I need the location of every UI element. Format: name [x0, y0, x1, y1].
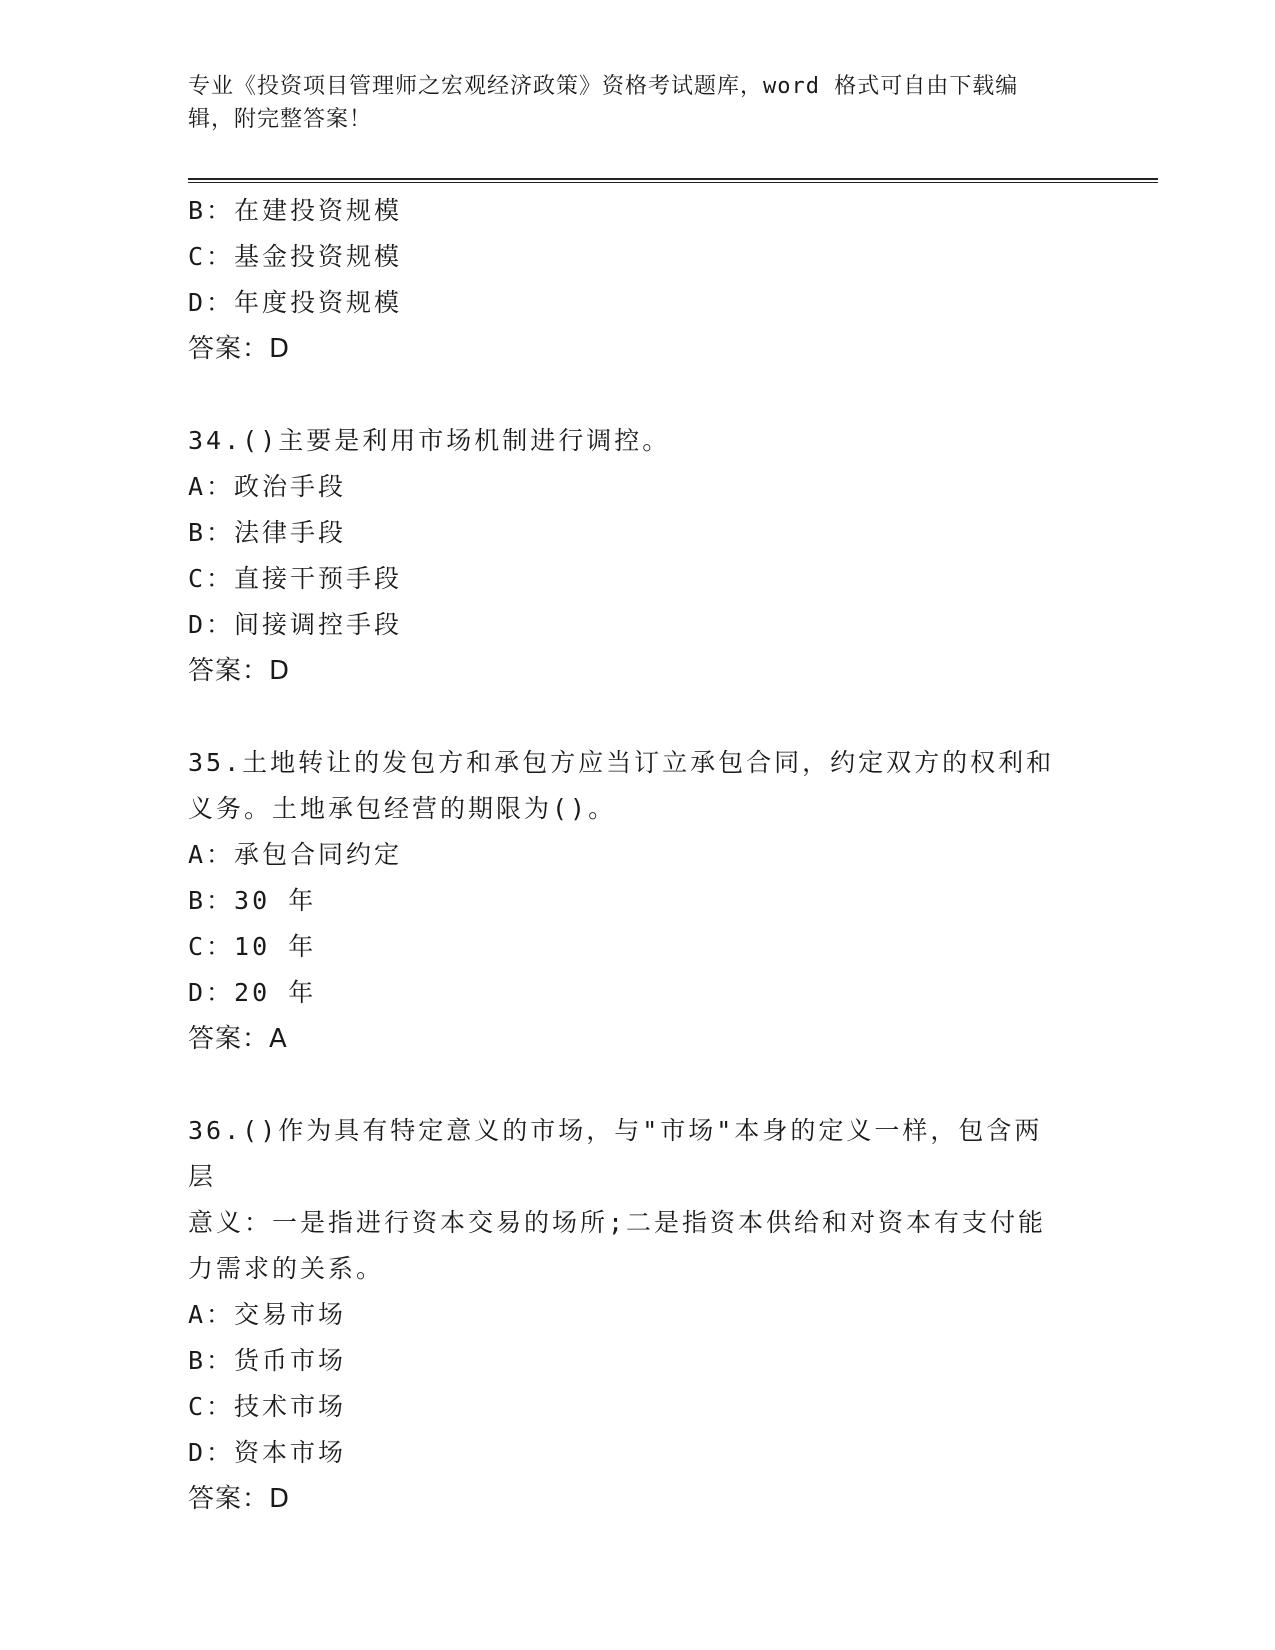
option-d: D：20 年: [188, 978, 317, 1007]
option-d: D：年度投资规模: [188, 288, 403, 317]
option-a: A：政治手段: [188, 472, 347, 501]
question-block-34: [188, 418, 1088, 694]
option-c: C：10 年: [188, 932, 317, 961]
question-text-line-3: 力需求的关系。: [188, 1254, 385, 1283]
header-line-1: 专业《投资项目管理师之宏观经济政策》资格考试题库，word 格式可自由下载编: [188, 74, 1019, 99]
question-block-36: [188, 1108, 1088, 1522]
spacer: [188, 372, 1088, 418]
question-list: [188, 188, 1088, 1522]
option-b: B：30 年: [188, 886, 317, 915]
option-b: B：货币市场: [188, 1346, 347, 1375]
spacer: [188, 1062, 1088, 1108]
answer-line: 答案：D: [188, 1484, 291, 1514]
question-text-line-2: 意义：一是指进行资本交易的场所;二是指资本供给和对资本有支付能: [188, 1208, 1047, 1237]
question-block-35: [188, 740, 1088, 1062]
option-a: A：交易市场: [188, 1300, 347, 1329]
option-a: A：承包合同约定: [188, 840, 403, 869]
option-d: D：间接调控手段: [188, 610, 403, 639]
question-text: 34.()主要是利用市场机制进行调控。: [188, 426, 671, 455]
answer-line: 答案：D: [188, 334, 291, 364]
option-c: C：技术市场: [188, 1392, 347, 1421]
option-c: C：基金投资规模: [188, 242, 403, 271]
header-line-2: 辑，附完整答案！: [188, 107, 373, 132]
question-text-line-1: 36.()作为具有特定意义的市场，与"市场"本身的定义一样，包含两层: [188, 1116, 1043, 1191]
option-d: D：资本市场: [188, 1438, 347, 1467]
answer-line: 答案：D: [188, 656, 291, 686]
option-c: C：直接干预手段: [188, 564, 403, 593]
question-text-line-2: 义务。土地承包经营的期限为()。: [188, 794, 617, 823]
option-b: B：在建投资规模: [188, 196, 403, 225]
answer-line: 答案：A: [188, 1024, 288, 1054]
question-text-line-1: 35.土地转让的发包方和承包方应当订立承包合同，约定双方的权利和: [188, 748, 1055, 777]
question-block-prev: [188, 188, 1088, 372]
header-divider: [188, 178, 1158, 183]
option-b: B：法律手段: [188, 518, 347, 547]
spacer: [188, 694, 1088, 740]
document-header: [188, 70, 1088, 136]
